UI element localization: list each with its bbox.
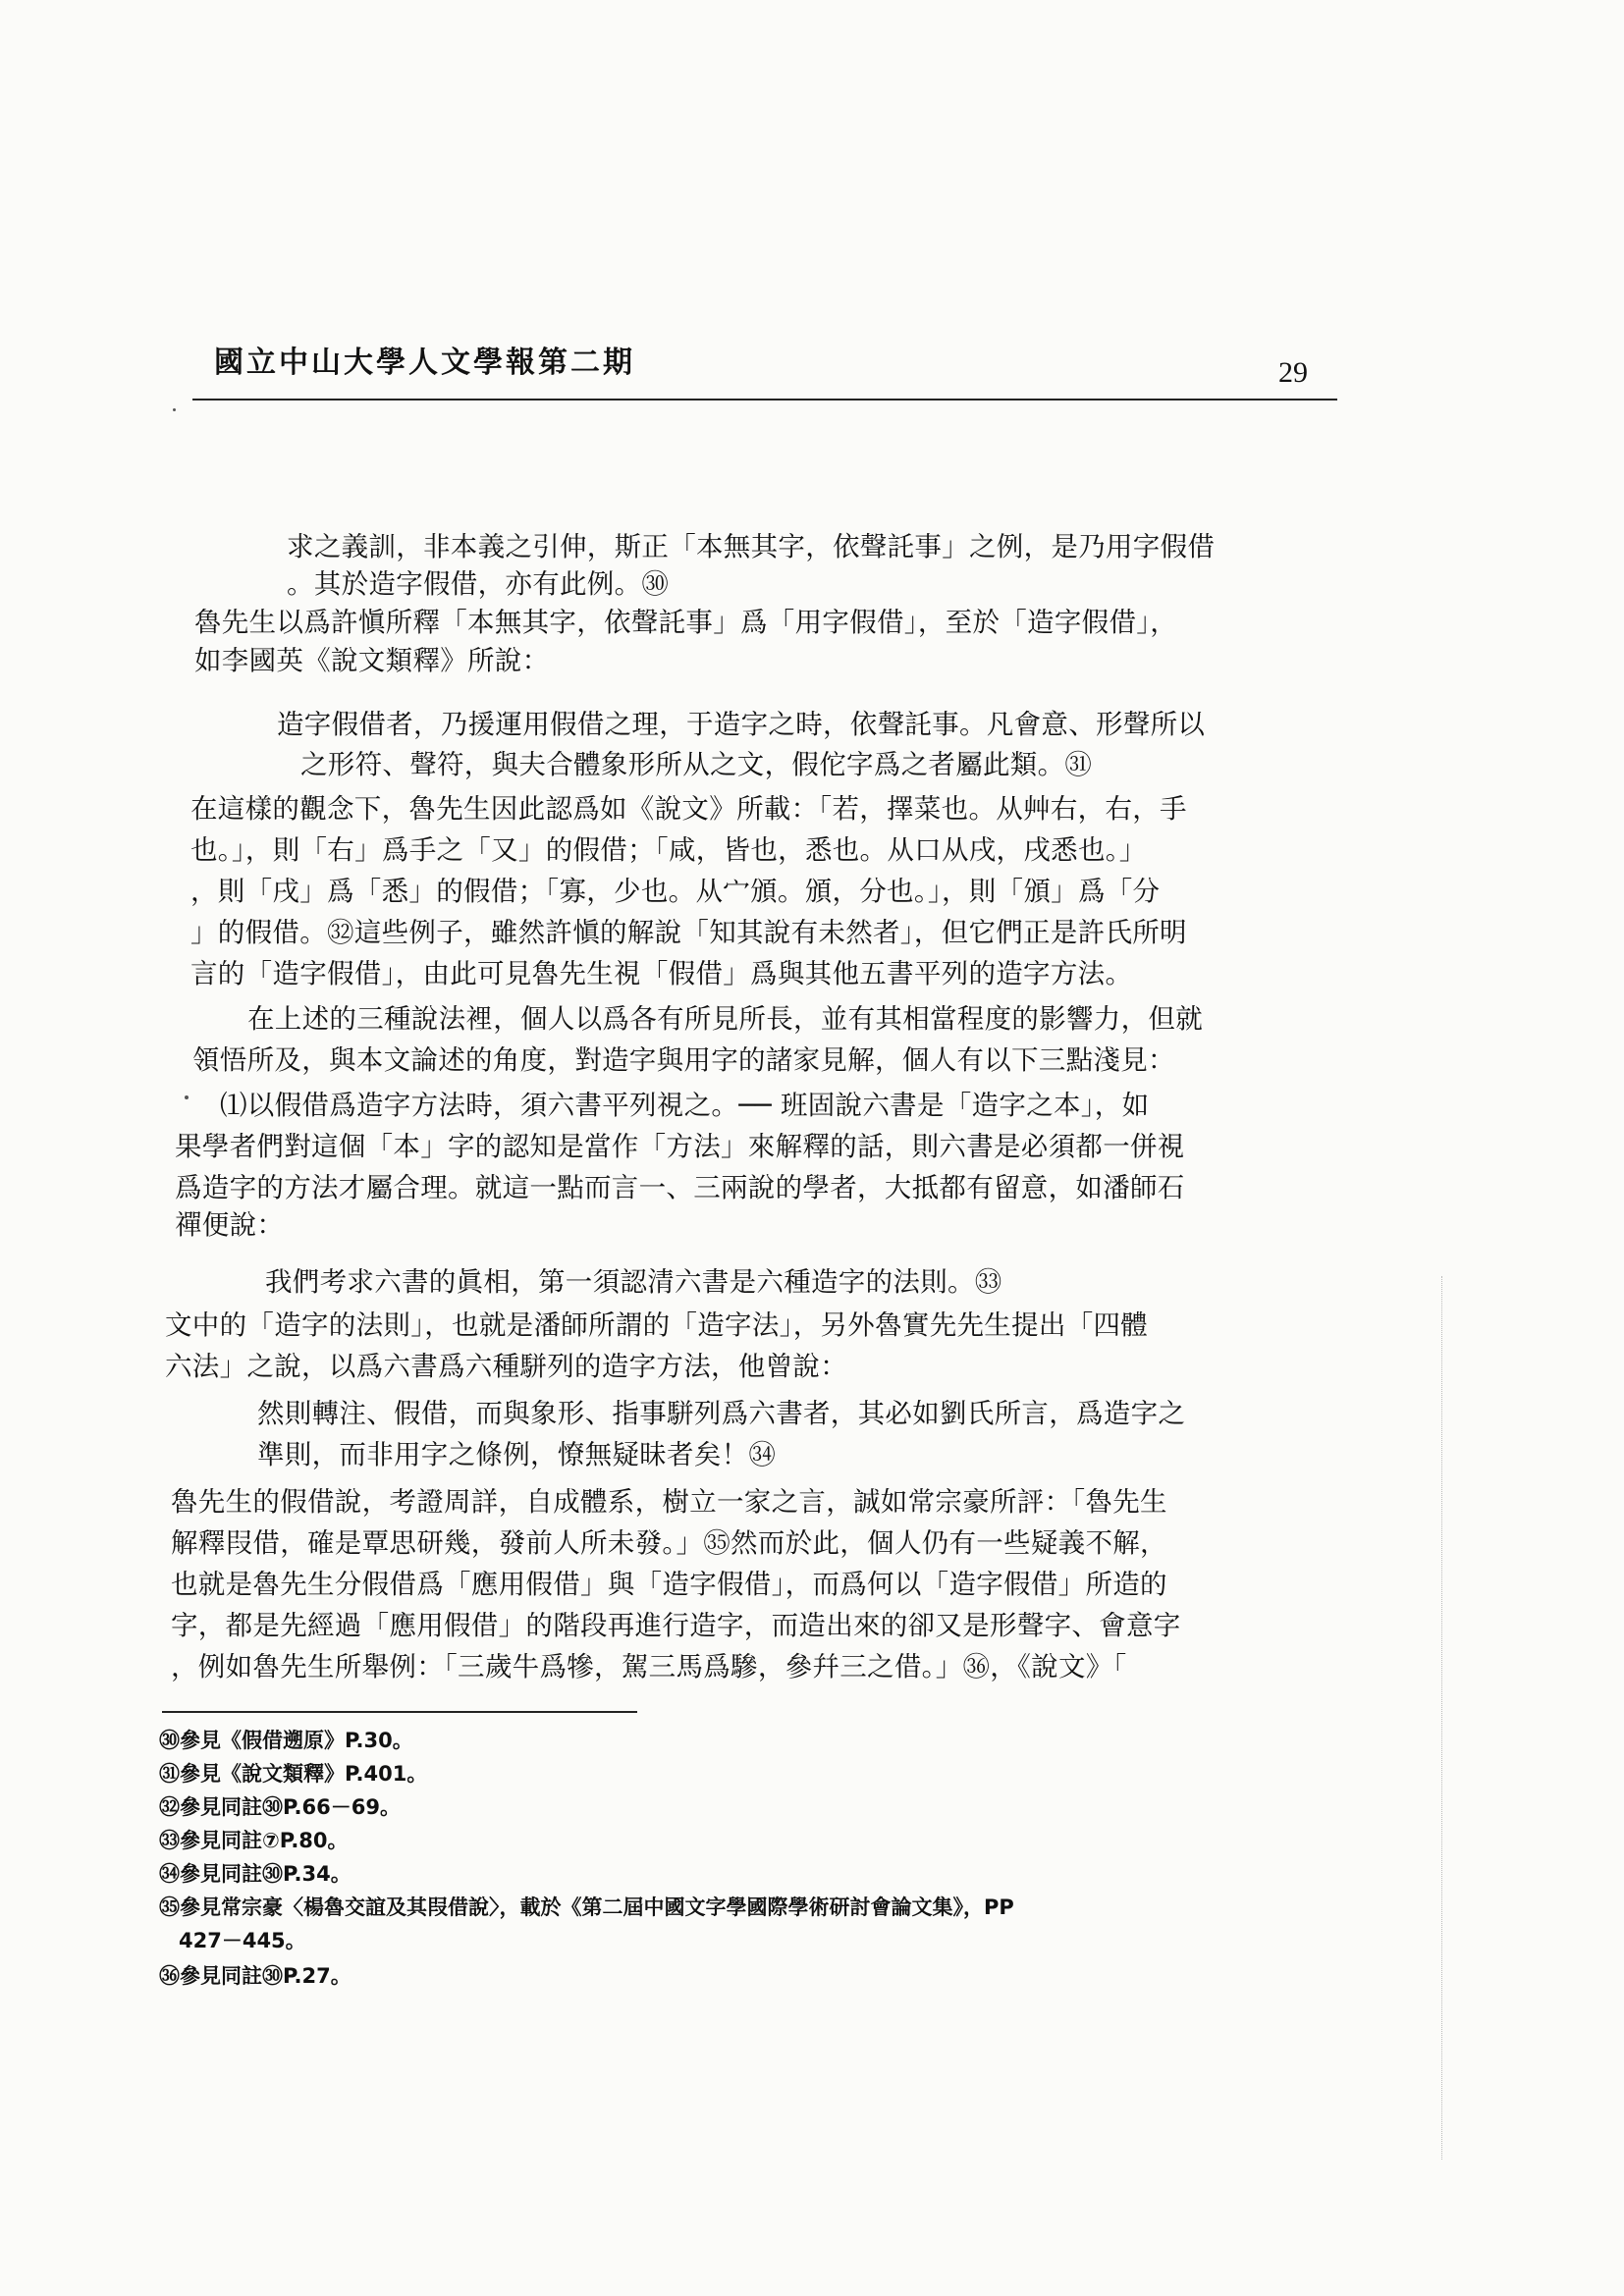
paragraph-line: 在上述的三種說法裡，個人以爲各有所見所長，並有其相當程度的影響力，但就 xyxy=(247,1003,1203,1035)
body-line: 求之義訓，非本義之引伸，斯正「本無其字，依聲託事」之例，是乃用字假借 xyxy=(287,531,1216,562)
body-line: 文中的「造字的法則」，也就是潘師所謂的「造字法」，另外魯實先先生提出「四體 xyxy=(165,1309,1149,1341)
quote-line: 然則轉注、假借，而與象形、指事駢列爲六書者，其必如劉氏所言，爲造字之 xyxy=(257,1398,1186,1429)
body-line: 禪便說： xyxy=(175,1209,285,1241)
quote-line: 之形符、聲符，與夫合體象形所从之文，假佗字爲之者屬此類。㉛ xyxy=(300,749,1093,780)
footnote: ㉜參見同註㉚P.66－69。 xyxy=(159,1795,401,1819)
body-line: 魯先生以爲許愼所釋「本無其字，依聲託事」爲「用字假借」，至於「造字假借」， xyxy=(194,607,1178,638)
body-line: 言的「造字假借」，由此可見魯先生視「假借」爲與其他五書平列的造字方法。 xyxy=(190,958,1133,989)
body-line: 」的假借。㉜這些例子，雖然許愼的解說「知其說有未然者」，但它們正是許氏所明 xyxy=(190,917,1187,948)
body-line: ，則「戌」爲「悉」的假借；「寡，少也。从宀頒。頒，分也。」，則「頒」爲「分 xyxy=(190,876,1161,907)
quote-line: 準則，而非用字之條例，憭無疑昧者矣！㉞ xyxy=(257,1439,777,1470)
body-line: 解釋叚借，確是覃思研幾，發前人所未發。」㉟然而於此，個人仍有一些疑義不解， xyxy=(171,1527,1167,1559)
footnote: ㉚參見《假借遡原》P.30。 xyxy=(159,1729,413,1752)
body-line: 也就是魯先生分假借爲「應用假借」與「造字假借」，而爲何以「造字假借」所造的 xyxy=(171,1569,1167,1600)
header-rule xyxy=(192,399,1337,400)
body-line: 魯先生的假借說，考證周詳，自成體系，樹立一家之言，誠如常宗豪所評：「魯先生 xyxy=(171,1486,1167,1518)
footnote: ㊱參見同註㉚P.27。 xyxy=(159,1964,352,1988)
body-line: 也。」，則「右」爲手之「又」的假借；「咸，皆也，悉也。从口从戌，戌悉也。」 xyxy=(190,834,1147,866)
footnote: ㉝參見同註⑦P.80。 xyxy=(159,1829,349,1852)
footnote-continuation: 427－445。 xyxy=(179,1929,306,1952)
paragraph-line: ⑴以假借爲造字方法時，須六書平列視之。── 班固說六書是「造字之本」，如 xyxy=(220,1090,1150,1121)
footnote: ㉞參見同註㉚P.34。 xyxy=(159,1862,352,1886)
body-line: 字，都是先經過「應用假借」的階段再進行造字，而造出來的卻又是形聲字、會意字 xyxy=(171,1610,1181,1641)
page-number: 29 xyxy=(1278,356,1308,389)
quote-line: 我們考求六書的眞相，第一須認清六書是六種造字的法則。㉝ xyxy=(265,1266,1002,1298)
body-line: 六法」之說，以爲六書爲六種駢列的造字方法，他曾說： xyxy=(165,1351,847,1382)
journal-title: 國立中山大學人文學報第二期 xyxy=(214,346,635,380)
body-line: 爲造字的方法才屬合理。就這一點而言一、三兩說的學者，大抵都有留意，如潘師石 xyxy=(175,1172,1185,1203)
quote-line: 造字假借者，乃援運用假借之理，于造字之時，依聲託事。凡會意、形聲所以 xyxy=(277,709,1206,740)
body-line: 領悟所及，與本文論述的角度，對造字與用字的諸家見解，個人有以下三點淺見： xyxy=(192,1044,1175,1076)
scan-speck xyxy=(173,408,176,411)
body-line: 在這樣的觀念下，魯先生因此認爲如《說文》所載：「若，擇菜也。从艸右，右，手 xyxy=(190,793,1187,825)
scan-speck xyxy=(185,1095,189,1099)
body-line: 。其於造字假借，亦有此例。㉚ xyxy=(287,568,670,600)
body-line: 果學者們對這個「本」字的認知是當作「方法」來解釋的話，則六書是必須都一併視 xyxy=(175,1131,1185,1162)
footnote: ㉟參見常宗豪〈楊魯交誼及其叚借說〉，載於《第二屆中國文字學國際學術研討會論文集》，PP xyxy=(159,1896,1014,1919)
scan-edge-line xyxy=(1441,1276,1442,2160)
footnote-rule xyxy=(162,1711,637,1713)
footnote: ㉛參見《說文類釋》P.401。 xyxy=(159,1762,428,1786)
body-line: ，例如魯先生所舉例：「三歲牛爲犙，駕三馬爲驂，參幷三之借。」㊱，《說文》「 xyxy=(171,1651,1127,1682)
body-line: 如李國英《說文類釋》所說： xyxy=(194,645,550,676)
